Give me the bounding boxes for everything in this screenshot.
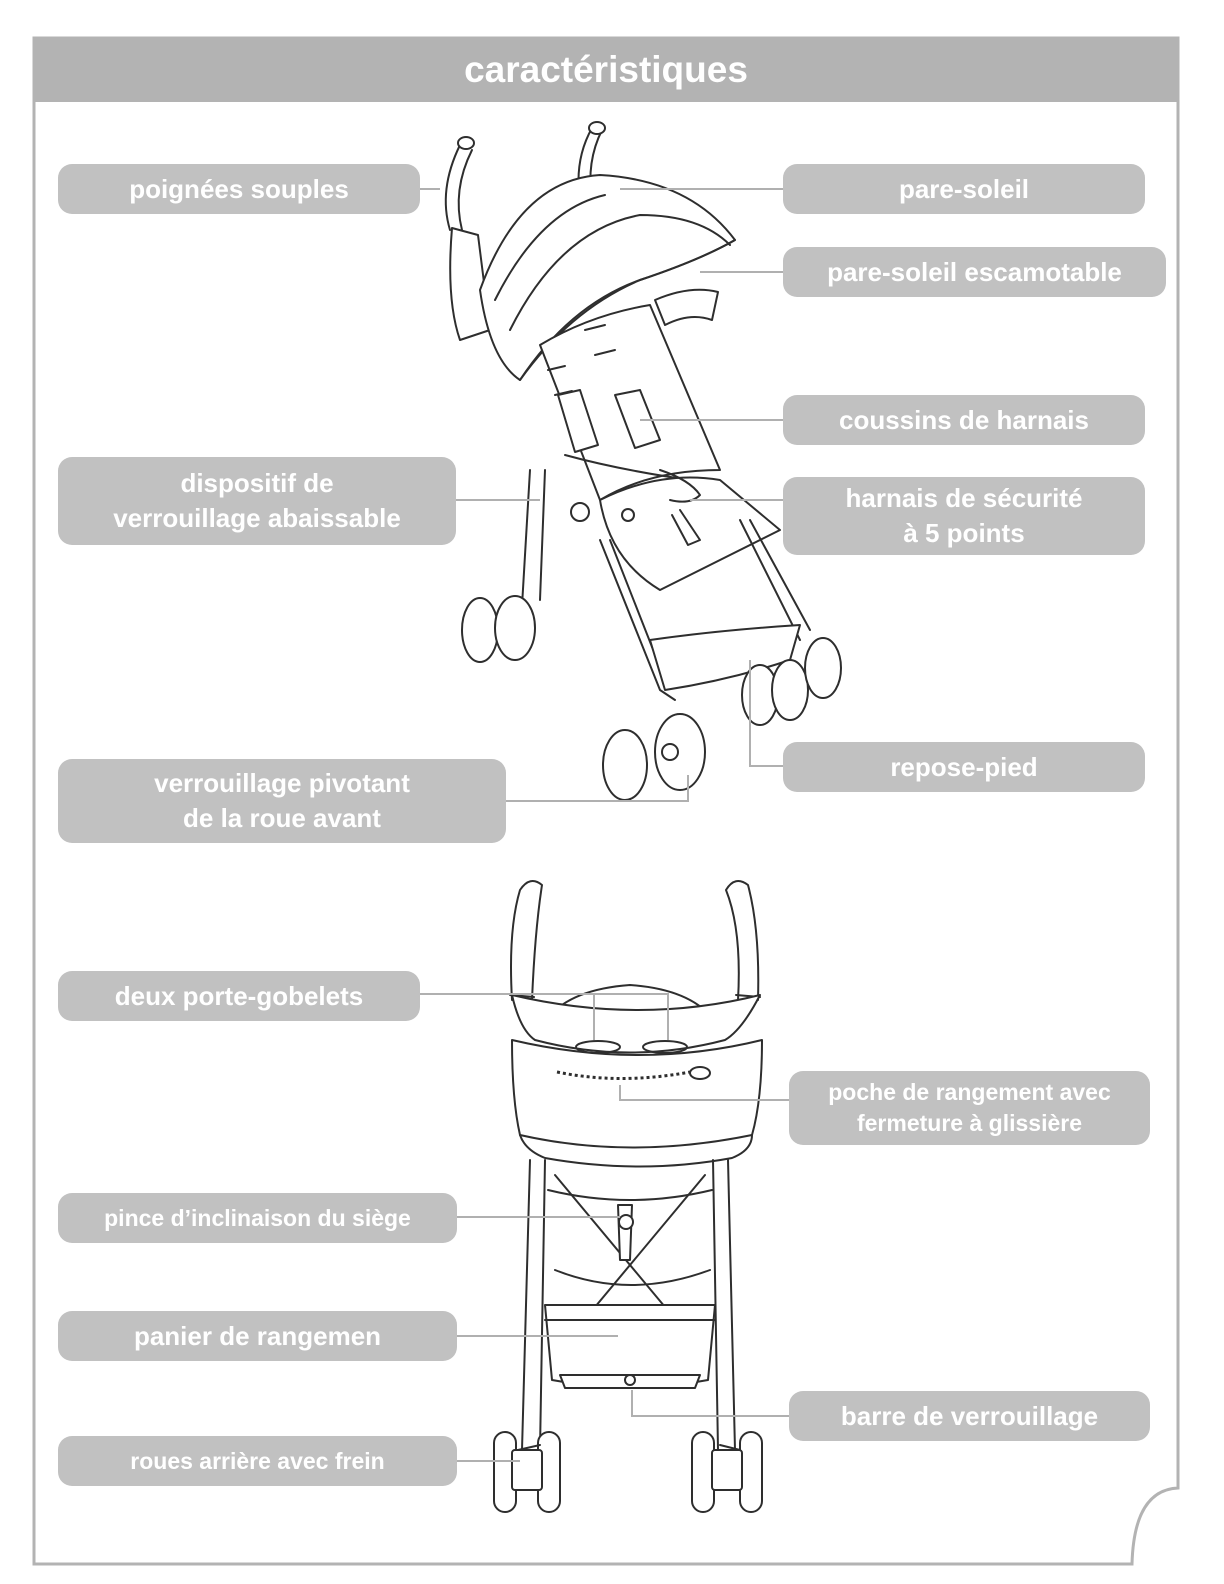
label-recline-lock: dispositif de verrouillage abaissable [58,457,456,545]
page-title: caractéristiques [34,38,1178,102]
label-handles: poignées souples [58,164,420,214]
label-footrest: repose-pied [783,742,1145,792]
label-zip-pocket: poche de rangement avec fermeture à glissière [789,1071,1150,1145]
label-harness-pads: coussins de harnais [783,395,1145,445]
label-lock-bar: barre de verrouillage [789,1391,1150,1441]
label-harness-5pt: harnais de sécurité à 5 points [783,477,1145,555]
label-cup-holders: deux porte-gobelets [58,971,420,1021]
label-extendable-canopy: pare-soleil escamotable [783,247,1166,297]
label-basket: panier de rangemen [58,1311,457,1361]
label-canopy: pare-soleil [783,164,1145,214]
label-swivel-lock: verrouillage pivotant de la roue avant [58,759,506,843]
label-recline-clip: pince d’inclinaison du siège [58,1193,457,1243]
label-rear-wheels: roues arrière avec frein [58,1436,457,1486]
